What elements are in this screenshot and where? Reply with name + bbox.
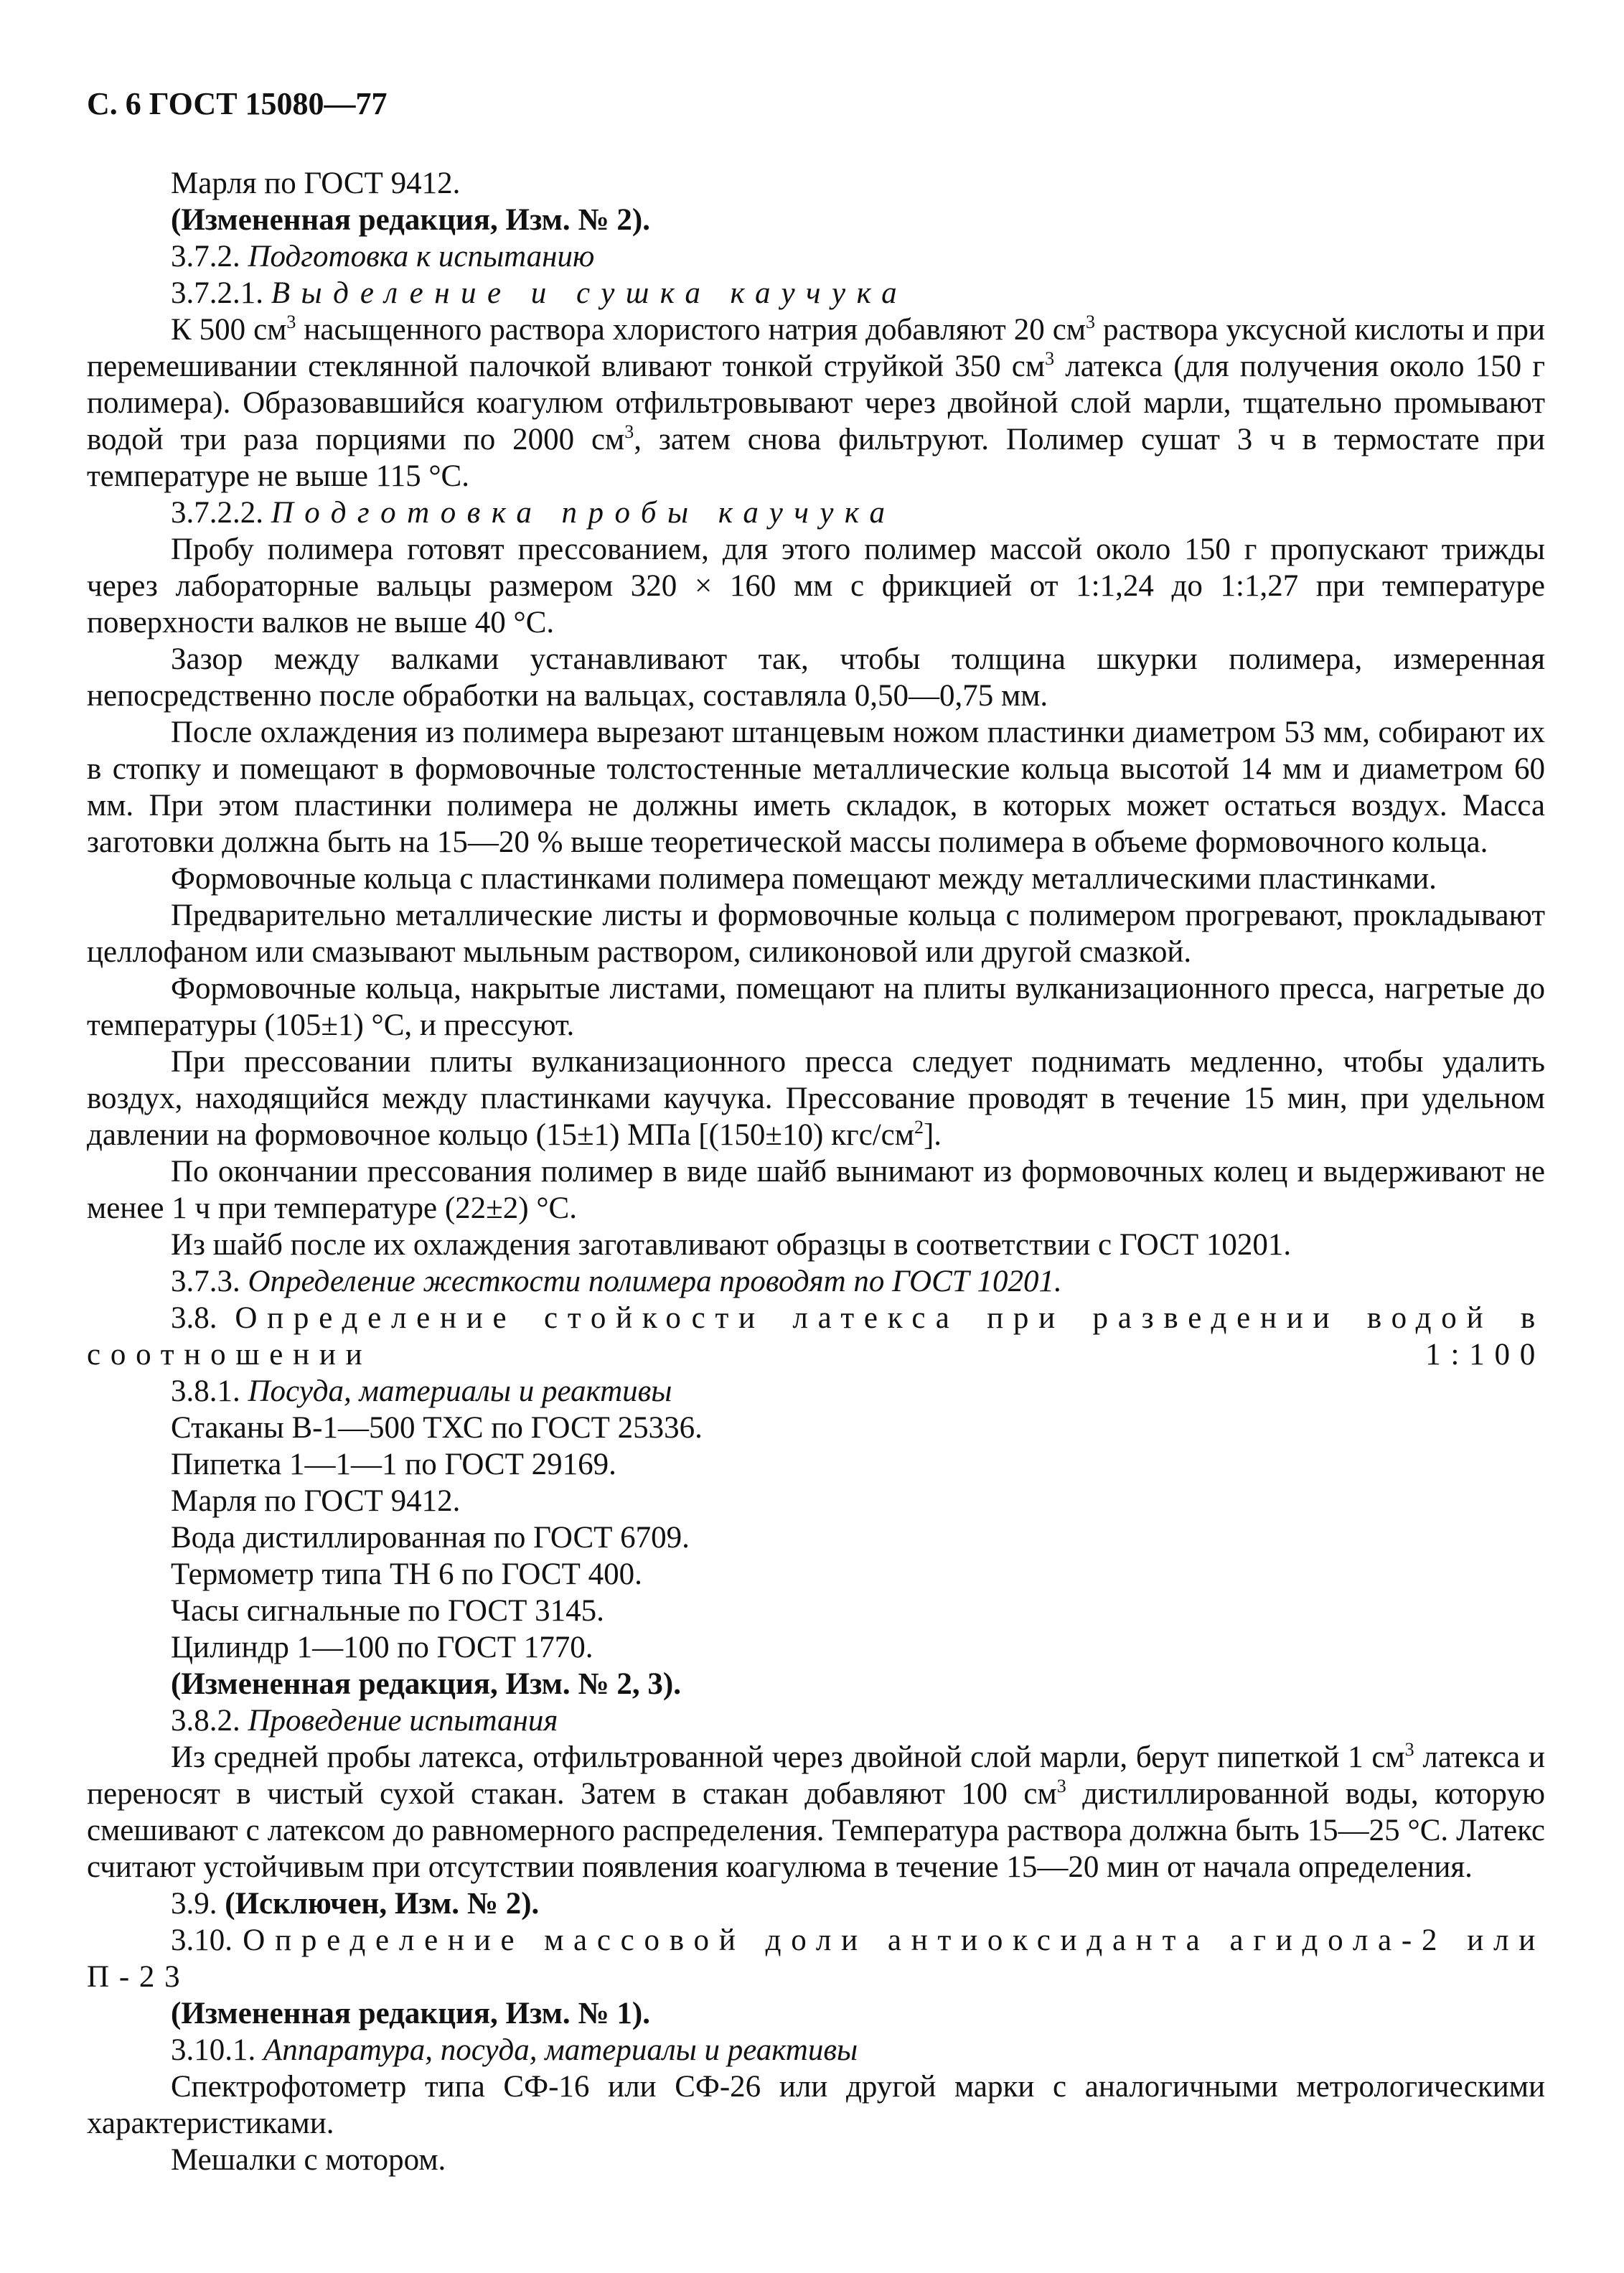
section-heading — [87, 2032, 1545, 2068]
paragraph: После охлаждения из полимера вырезают штанцевым ножом пластинки диаметром 53 мм, собирают их в стопку и помещают в формовочные толстостенные металлические кольца высотой 14 мм и диаметром 60 мм. При этом пластинки полимера не должны иметь складок, в которых может остаться воздух. Масса заготовки должна быть на 15—20 % выше теоретической массы полимера в объеме формовочного кольца. — [87, 716, 1545, 859]
paragraph: Предварительно металлические листы и формовочные кольца с полимером прогревают, прокладывают целлофаном или смазывают мыльным раствором, силиконовой или другой смазкой. — [87, 899, 1545, 969]
list-item: Марля по ГОСТ 9412. — [171, 1484, 461, 1518]
paragraph: Пробу полимера готовят прессованием, для этого полимер массой около 150 г пропускают трижды через лабораторные вальцы размером 320 × 160 мм с фрикцией от 1:1,24 до 1:1,27 при температуре поверхности валков не выше 40 °С. — [87, 533, 1545, 639]
section-title: Подготовка пробы каучука — [271, 496, 896, 530]
section-number: 3.10.1. — [171, 2033, 256, 2067]
section-heading — [87, 1263, 1545, 1300]
amendment-note: (Исключен, Изм. № 2). — [225, 1887, 540, 1921]
amendment-note: (Измененная редакция, Изм. № 2, 3). — [171, 1667, 681, 1701]
list-item: Пипетка 1—1—1 по ГОСТ 29169. — [171, 1448, 616, 1481]
paragraph: Мешалки с мотором. — [171, 2143, 446, 2177]
list-item: Вода дистиллированная по ГОСТ 6709. — [171, 1521, 690, 1555]
section-heading — [87, 238, 1545, 275]
section-number: 3.7.2.2. — [171, 496, 263, 530]
section-number: 3.7.2. — [171, 240, 240, 273]
section-title: Подготовка к испытанию — [248, 240, 595, 273]
amendment-note: (Измененная редакция, Изм. № 1). — [171, 1997, 650, 2030]
section-number: 3.8.1. — [171, 1374, 240, 1408]
paragraph: Зазор между валками устанавливают так, чтобы толщина шкурки полимера, измеренная непосредственно после обработки на вальцах, составляла 0,50—0,75 мм. — [87, 642, 1545, 713]
paragraph: К 500 $см^3$ насыщенного раствора хлористого натрия добавляют 20 $см^3$ раствора уксусной кислоты и при перемешивании стеклянной палочкой вливают тонкой струйкой 350 $см^3$ латекса (для получения около 150 г полимера). Образовавшийся коагулюм отфильтровывают через двойной слой марли, тщательно промывают водой три раза порциями по 2000 $см^3$, затем снова фильтруют. Полимер сушат 3 ч в термостате при температуре не выше 115 °С. — [87, 311, 1545, 493]
section-number: 3.7.3. — [171, 1265, 240, 1298]
list-item: Часы сигнальные по ГОСТ 3145. — [171, 1594, 604, 1628]
section-title: Выделение и сушка каучука — [271, 276, 909, 310]
section-number: 3.9. — [171, 1887, 217, 1921]
section-title: Аппаратура, посуда, материалы и реактивы — [263, 2033, 858, 2067]
section-number: 3.7.2.1. — [171, 276, 263, 310]
amendment-note: (Измененная редакция, Изм. № 2). — [171, 203, 650, 237]
section-title: Проведение испытания — [248, 1704, 558, 1738]
section-heading — [87, 1922, 1545, 1995]
paragraph: Из средней пробы латекса, отфильтрованной через двойной слой марли, берут пипеткой 1 $см^3$ латекса и переносят в чистый сухой стакан. Затем в стакан добавляют 100 $см^3$ дистиллированной воды, которую смешивают с латексом до равномерного распределения. Температура раствора должна быть 15—25 °С. Латекс считают устойчивым при отсутствии появления коагулюма в течение 15—20 мин от начала определения. — [87, 1739, 1545, 1884]
section-heading — [87, 275, 1545, 311]
section-number: 3.8. — [171, 1301, 217, 1335]
paragraph: Спектрофотометр типа СФ-16 или СФ-26 или другой марки с аналогичными метрологическими характеристиками. — [87, 2070, 1545, 2140]
paragraph: Марля по ГОСТ 9412. — [171, 167, 461, 200]
paragraph: Формовочные кольца, накрытые листами, помещают на плиты вулканизационного пресса, нагретые до температуры (105±1) °С, и прессуют. — [87, 972, 1545, 1042]
section-heading — [87, 1300, 1545, 1373]
list-item: Цилиндр 1—100 по ГОСТ 1770. — [171, 1631, 593, 1664]
section-title: Определение массовой доли антиоксиданта агидола-2 или П-23 — [87, 1923, 1545, 1994]
section-title: Определение жесткости полимера проводят по ГОСТ 10201. — [248, 1265, 1062, 1298]
section-heading — [87, 1885, 1545, 1922]
list-item: Стаканы В-1—500 ТХС по ГОСТ 25336. — [171, 1411, 703, 1445]
section-number: 3.10. — [171, 1923, 233, 1957]
section-title: Определение стойкости латекса при разведении водой в соотношении 1:100 — [87, 1301, 1545, 1372]
page-header: С. 6 ГОСТ 15080—77 — [87, 86, 388, 121]
list-item: Термометр типа ТН 6 по ГОСТ 400. — [171, 1557, 642, 1591]
paragraph: Формовочные кольца с пластинками полимера помещают между металлическими пластинками. — [171, 862, 1437, 896]
paragraph: По окончании прессования полимер в виде шайб вынимают из формовочных колец и выдерживают не менее 1 ч при температуре (22±2) °С. — [87, 1155, 1545, 1225]
paragraph: Из шайб после их охлаждения заготавливают образцы в соответствии с ГОСТ 10201. — [171, 1228, 1292, 1262]
section-heading — [87, 1373, 1545, 1410]
paragraph: При прессовании плиты вулканизационного пресса следует поднимать медленно, чтобы удалить воздух, находящийся между пластинками каучука. Прессование проводят в течение 15 мин, при удельном давлении на формовочное кольцо (15±1) МПа [(150±10) кгс/$см^2$]. — [87, 1045, 1545, 1152]
section-title: Посуда, материалы и реактивы — [248, 1374, 672, 1408]
section-number: 3.8.2. — [171, 1704, 240, 1738]
section-heading — [87, 495, 1545, 531]
section-heading — [87, 1702, 1545, 1739]
